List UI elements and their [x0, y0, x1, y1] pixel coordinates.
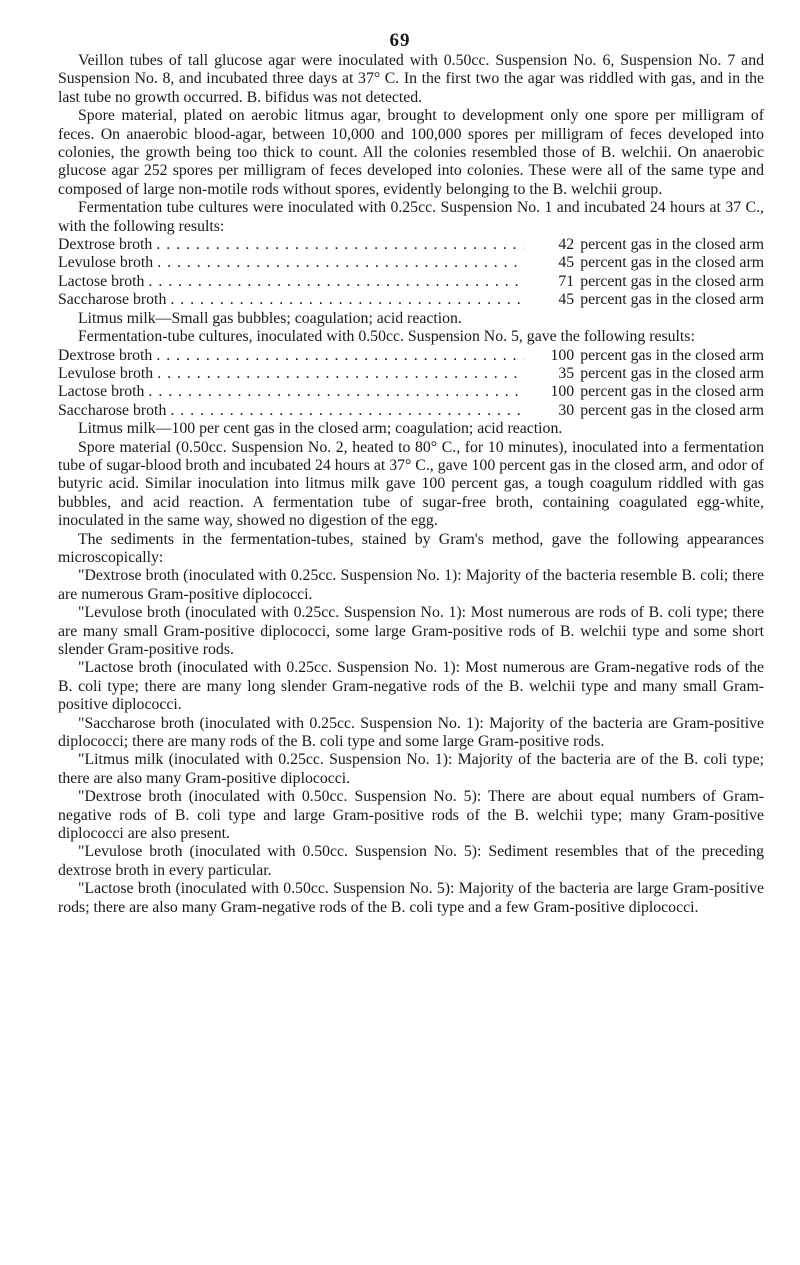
row-label: Saccharose broth: [58, 401, 167, 419]
row-result: percent gas in the closed arm: [580, 236, 764, 254]
row-percent: 71: [558, 272, 575, 290]
leader-dots: [148, 273, 524, 291]
leader-dots: [156, 236, 524, 254]
paragraph-spore-material: [58, 107, 764, 199]
table-row: [58, 273, 764, 291]
paragraph-text: The sediments in the fermentation-tubes, stained by Gram's method, gave the following appearances microscopically:: [58, 530, 764, 566]
page-number: 69: [389, 30, 411, 51]
paragraph-text: "Lactose broth (inoculated with 0.25cc. Suspension No. 1): Most numerous are Gram-negative rods of the B. coli type; there are many long slender Gram-negative rods of the B. welchii type and many small Gram-positive diplococci.: [58, 659, 764, 714]
table-row: [58, 402, 764, 420]
paragraph-text: Litmus milk—Small gas bubbles; coagulation; acid reaction.: [78, 309, 462, 327]
paragraph-fermentation-suspension-1: [58, 199, 764, 236]
paragraph-text: "Dextrose broth (inoculated with 0.25cc. Suspension No. 1): Majority of the bacteria resemble B. coli; there are numerous Gram-positive diplococci.: [58, 567, 764, 603]
row-percent: 35: [558, 364, 575, 382]
row-label: Dextrose broth: [58, 236, 153, 254]
leader-dots: [157, 254, 524, 272]
paragraph-lactose-5: [58, 880, 764, 917]
table-row: [58, 254, 764, 272]
row-percent: 45: [558, 291, 575, 309]
paragraph-text: Spore material (0.50cc. Suspension No. 2, heated to 80° C., for 10 minutes), inoculated into a fermentation tube of sugar-blood broth and incubated 24 hours at 37° C., gave 100 percent gas in the closed arm, and odor of butyric acid. Similar inoculation into litmus milk gave 100 percent gas, a tough coagulum riddled with gas bubbles, and acid reaction. A fermentation tube of sugar-free broth, containing coagulated egg-white, inoculated in the same way, showed no digestion of the egg.: [58, 438, 764, 530]
paragraph-dextrose-5: [58, 788, 764, 843]
row-result: percent gas in the closed arm: [580, 346, 764, 364]
paragraph-veillon-tubes: [58, 52, 764, 107]
paragraph-text: "Levulose broth (inoculated with 0.25cc. Suspension No. 1): Most numerous are rods of B. coli type; there are many small Gram-positive diplococci, some large Gram-positive rods of B. welchii type and some short slender Gram-positive rods.: [58, 604, 764, 658]
table-row: [58, 347, 764, 365]
row-percent: 100: [550, 346, 575, 364]
paragraph-spore-inoculation: [58, 439, 764, 531]
row-percent: 42: [558, 236, 575, 254]
paragraph-text: "Litmus milk (inoculated with 0.25cc. Suspension No. 1): Majority of the bacteria are of the B. coli type; there are also many Gram-positive diplococci.: [58, 751, 764, 787]
row-label: Levulose broth: [58, 364, 154, 382]
paragraph-text: Veillon tubes of tall glucose agar were inoculated with 0.50cc. Suspension No. 6, Suspension No. 7 and Suspension No. 8, and incubated three days at 37° C. In the first two the agar was riddled with gas, and in the last tube no growth occurred. B. bifidus was not detected.: [58, 52, 764, 106]
row-percent: 30: [558, 401, 575, 419]
paragraph-text: Fermentation tube cultures were inoculated with 0.25cc. Suspension No. 1 and incubated 24 hours at 37 C., with the following results:: [58, 199, 764, 235]
paragraph-fermentation-suspension-5: [58, 328, 764, 346]
table-row: [58, 365, 764, 383]
leader-dots: [170, 291, 524, 309]
row-label: Lactose broth: [58, 383, 145, 401]
leader-dots: [156, 347, 524, 365]
table-row: [58, 383, 764, 401]
paragraph-text: "Dextrose broth (inoculated with 0.50cc. Suspension No. 5): There are about equal numbers of Gram-negative rods of B. coli type and large Gram-positive rods of the B. welchii type; many Gram-positive diplococci are also present.: [58, 788, 764, 843]
row-label: Saccharose broth: [58, 291, 167, 309]
paragraph-lactose-1: [58, 659, 764, 714]
paragraph-text: Fermentation-tube cultures, inoculated with 0.50cc. Suspension No. 5, gave the following results:: [78, 328, 695, 346]
paragraph-text: Litmus milk—100 per cent gas in the closed arm; coagulation; acid reaction.: [78, 420, 563, 438]
leader-dots: [170, 402, 524, 420]
paragraph-text: "Levulose broth (inoculated with 0.50cc. Suspension No. 5): Sediment resembles that of the preceding dextrose broth in every particular.: [58, 843, 764, 879]
paragraph-dextrose-1: [58, 567, 764, 604]
row-percent: 100: [550, 383, 575, 401]
table-row: [58, 236, 764, 254]
paragraph-levulose-5: [58, 843, 764, 880]
paragraph-gram-stain-intro: [58, 531, 764, 568]
results-table-suspension-1: [58, 236, 764, 310]
paragraph-text: Spore material, plated on aerobic litmus agar, brought to development only one spore per milligram of feces. On anaerobic blood-agar, between 10,000 and 100,000 spores per milligram of feces developed into colonies, the growth being too thick to count. All the colonies resembled those of B. welchii. On anaerobic glucose agar 252 spores per milligram of feces developed into colonies. These were all of the same type and composed of large non-motile rods without spores, evidently belonging to the B. welchii group.: [58, 107, 764, 198]
row-result: percent gas in the closed arm: [580, 383, 764, 401]
row-label: Lactose broth: [58, 272, 145, 290]
row-label: Dextrose broth: [58, 346, 153, 364]
row-result: percent gas in the closed arm: [580, 291, 764, 309]
results-table-suspension-5: [58, 347, 764, 421]
row-result: percent gas in the closed arm: [580, 401, 764, 419]
row-label: Levulose broth: [58, 254, 154, 272]
paragraph-levulose-1: [58, 604, 764, 659]
row-result: percent gas in the closed arm: [580, 272, 764, 290]
row-result: percent gas in the closed arm: [580, 364, 764, 382]
row-result: percent gas in the closed arm: [580, 254, 764, 272]
paragraph-litmus-milk-5: [58, 420, 764, 438]
paragraph-saccharose-1: [58, 715, 764, 752]
paragraph-litmus-milk-1: [58, 310, 764, 328]
leader-dots: [148, 383, 524, 401]
leader-dots: [157, 365, 524, 383]
paragraph-litmus-milk-stain: [58, 751, 764, 788]
paragraph-text: "Saccharose broth (inoculated with 0.25cc. Suspension No. 1): Majority of the bacteria are Gram-positive diplococci; there are many rods of the B. coli type and some large Gram-positive rods.: [58, 714, 764, 751]
row-percent: 45: [558, 254, 575, 272]
table-row: [58, 291, 764, 309]
paragraph-text: "Lactose broth (inoculated with 0.50cc. Suspension No. 5): Majority of the bacteria are large Gram-positive rods; there are also many Gram-negative rods of the B. coli type and a few Gram-positive diplococci.: [58, 880, 764, 916]
